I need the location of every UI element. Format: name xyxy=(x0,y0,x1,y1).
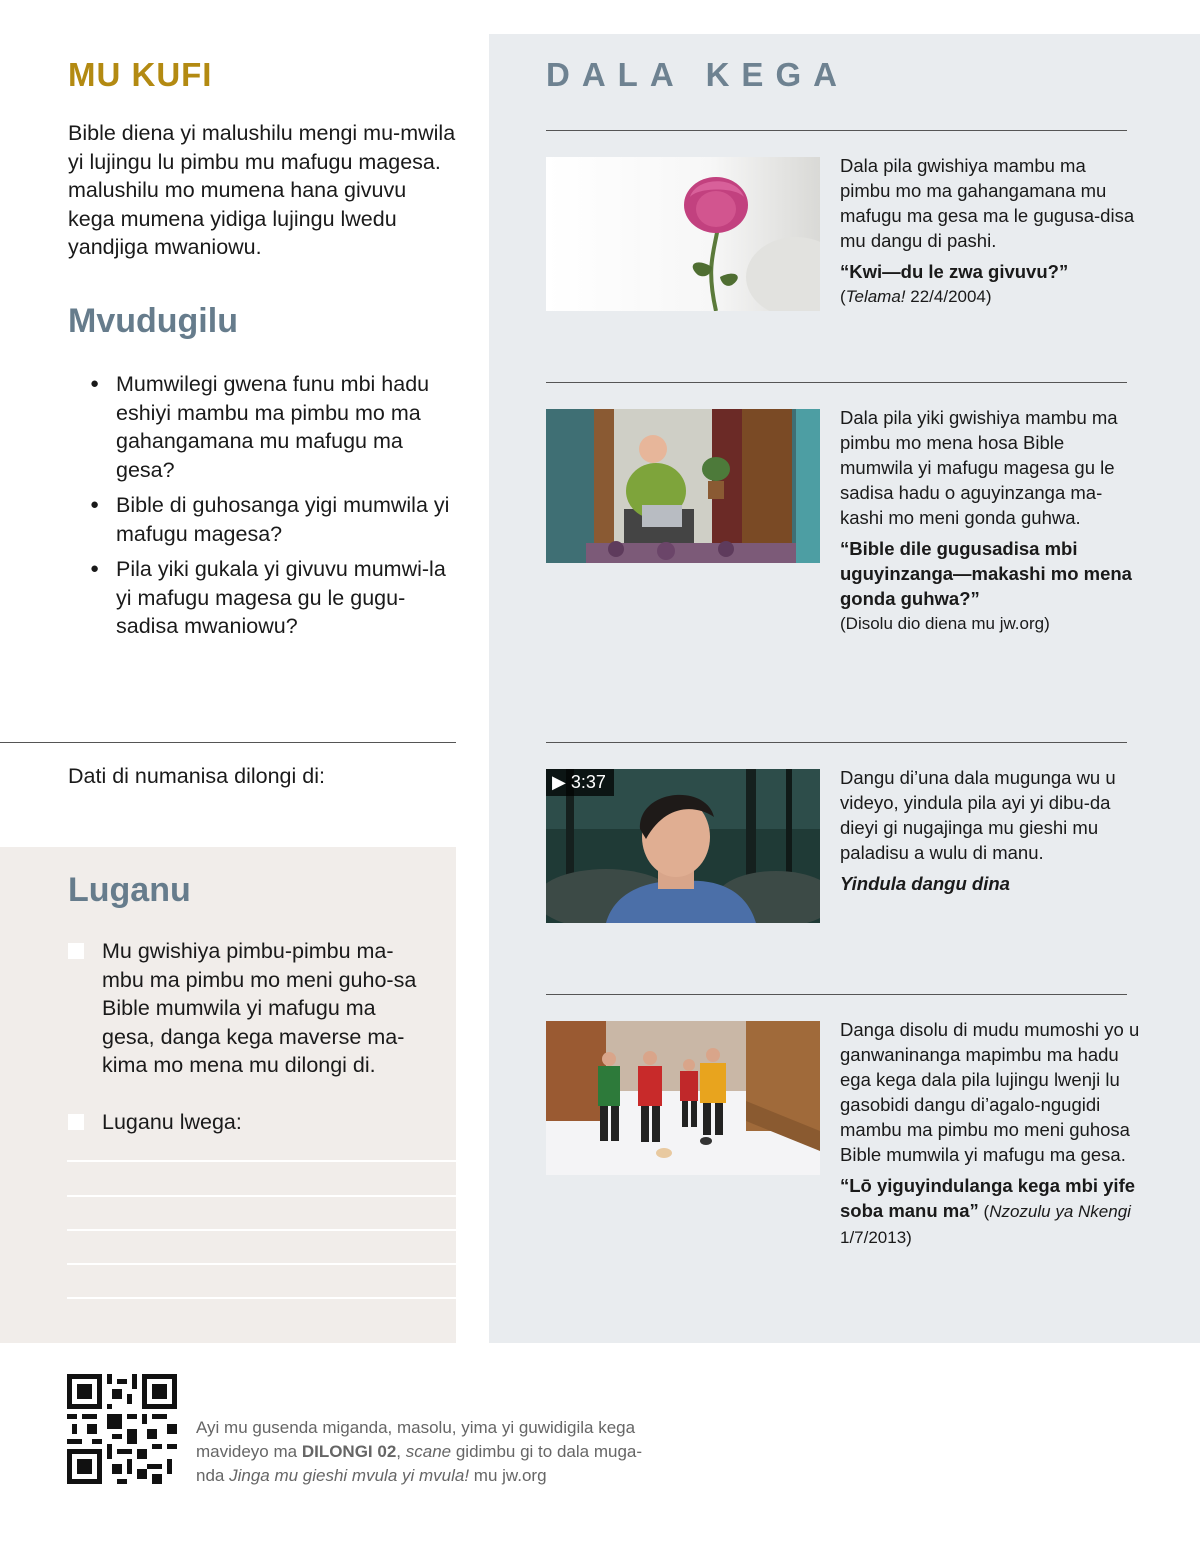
writing-line[interactable] xyxy=(67,1229,456,1231)
family-walking-snow-image[interactable] xyxy=(546,1021,820,1175)
section-heading-dala-kega: DALA KEGA xyxy=(546,56,849,93)
divider xyxy=(546,742,1127,743)
divider xyxy=(546,994,1127,995)
item-title-link[interactable]: Yindula dangu dina xyxy=(840,873,1010,894)
item-description: Dala pila yiki gwishiya mambu ma pimbu mo mena hosa Bible mumwila yi mafugu magesa gu le sadisa hadu o aguyinzanga ma-kashi mo meni gonda guhwa. xyxy=(840,407,1118,528)
resource-item xyxy=(840,153,1140,309)
qr-code-icon[interactable] xyxy=(67,1374,177,1484)
item-title-link[interactable]: “Bible dile gugusadisa mbi uguyinzanga—makashi mo mena gonda guhwa?” xyxy=(840,538,1132,609)
item-description: Dala pila gwishiya mambu ma pimbu mo ma gahangamana mu mafugu ma gesa ma le gugusa-disa mu dangu di pashi. xyxy=(840,155,1135,251)
item-source: (Disolu dio diena mu jw.org) xyxy=(840,614,1050,633)
footer-note: Ayi mu gusenda miganda, masolu, yima yi guwidigila kega mavideyo ma DILONGI 02, scane gidimbu gi to dala muga- nda Jinga mu gieshi mvula yi mvula! mu jw.org xyxy=(196,1418,643,1485)
review-question: ● Bible di guhosanga yigi mumwila yi mafugu magesa? xyxy=(90,491,460,548)
goal-checkbox[interactable] xyxy=(68,943,84,959)
divider xyxy=(546,130,1127,131)
divider xyxy=(546,382,1127,383)
divider xyxy=(0,742,456,743)
item-title-link[interactable]: “Kwi—du le zwa givuvu?” xyxy=(840,261,1069,282)
resource-item xyxy=(840,405,1140,636)
resource-item xyxy=(840,765,1140,896)
review-questions xyxy=(90,370,460,648)
review-question: ● Mumwilegi gwena funu mbi hadu eshiyi mambu ma pimbu mo ma gahangamana mu mafugu ma gesa? xyxy=(90,370,460,484)
intro-paragraph: Bible diena yi malushilu mengi mu-mwila yi lujingu lu pimbu mu mafugu magesa. malushilu mo mumena hana givuvu kega mumena yidiga lujingu lwedu yandjiga mwaniowu. xyxy=(68,121,456,259)
pink-flower-image[interactable] xyxy=(546,157,820,311)
writing-line[interactable] xyxy=(67,1297,456,1299)
writing-line[interactable] xyxy=(67,1263,456,1265)
item-title-link[interactable]: “Lō yiguyindulanga kega mbi yife soba manu ma” (Nzozulu ya Nkengi 1/7/2013) xyxy=(840,1175,1136,1247)
item-source: (Telama! 22/4/2004) xyxy=(840,287,992,306)
man-in-window-image[interactable] xyxy=(546,409,820,563)
review-heading: Mvudugilu xyxy=(68,302,238,340)
writing-line[interactable] xyxy=(67,1160,456,1162)
resource-item xyxy=(840,1017,1140,1250)
goal-item-text: Luganu lwega: xyxy=(102,1110,242,1134)
goal-item-text: Mu gwishiya pimbu-pimbu ma-mbu ma pimbu mo meni guho-sa Bible mumwila yi mafugu ma gesa, danga kega maverse ma-kima mo mena mu dilongi di. xyxy=(102,939,417,1077)
goal-heading: Luganu xyxy=(68,871,191,909)
item-description: Dangu di’una dala mugunga wu u videyo, yindula pila ayi yi dibu-da dieyi gi nugajinga mu gieshi mu paladisu a wulu di manu. xyxy=(840,767,1116,863)
play-icon: ▶ xyxy=(552,772,566,792)
goal-checkbox[interactable] xyxy=(68,1114,84,1130)
review-question: ● Pila yiki gukala yi givuvu mumwi-la yi mafugu magesa gu le gugu-sadisa mwaniowu? xyxy=(90,555,460,641)
writing-line[interactable] xyxy=(67,1195,456,1197)
goal-box xyxy=(0,847,456,1343)
man-in-forest-video-thumbnail[interactable] xyxy=(546,769,820,923)
date-completed-label: Dati di numanisa dilongi di: xyxy=(68,764,325,788)
video-duration-badge: ▶ 3:37 xyxy=(546,769,614,796)
item-description: Danga disolu di mudu mumoshi yo u ganwaninanga mapimbu ma hadu ega kega dala pila lujingu lwenji lu gasobidi dangu di’agalo-ngugidi mambu ma pimbu mo meni guhosa Bible mumwila yi mafugu ma gesa. xyxy=(840,1019,1140,1165)
section-heading-mu-kufi: MU KUFI xyxy=(68,56,213,93)
